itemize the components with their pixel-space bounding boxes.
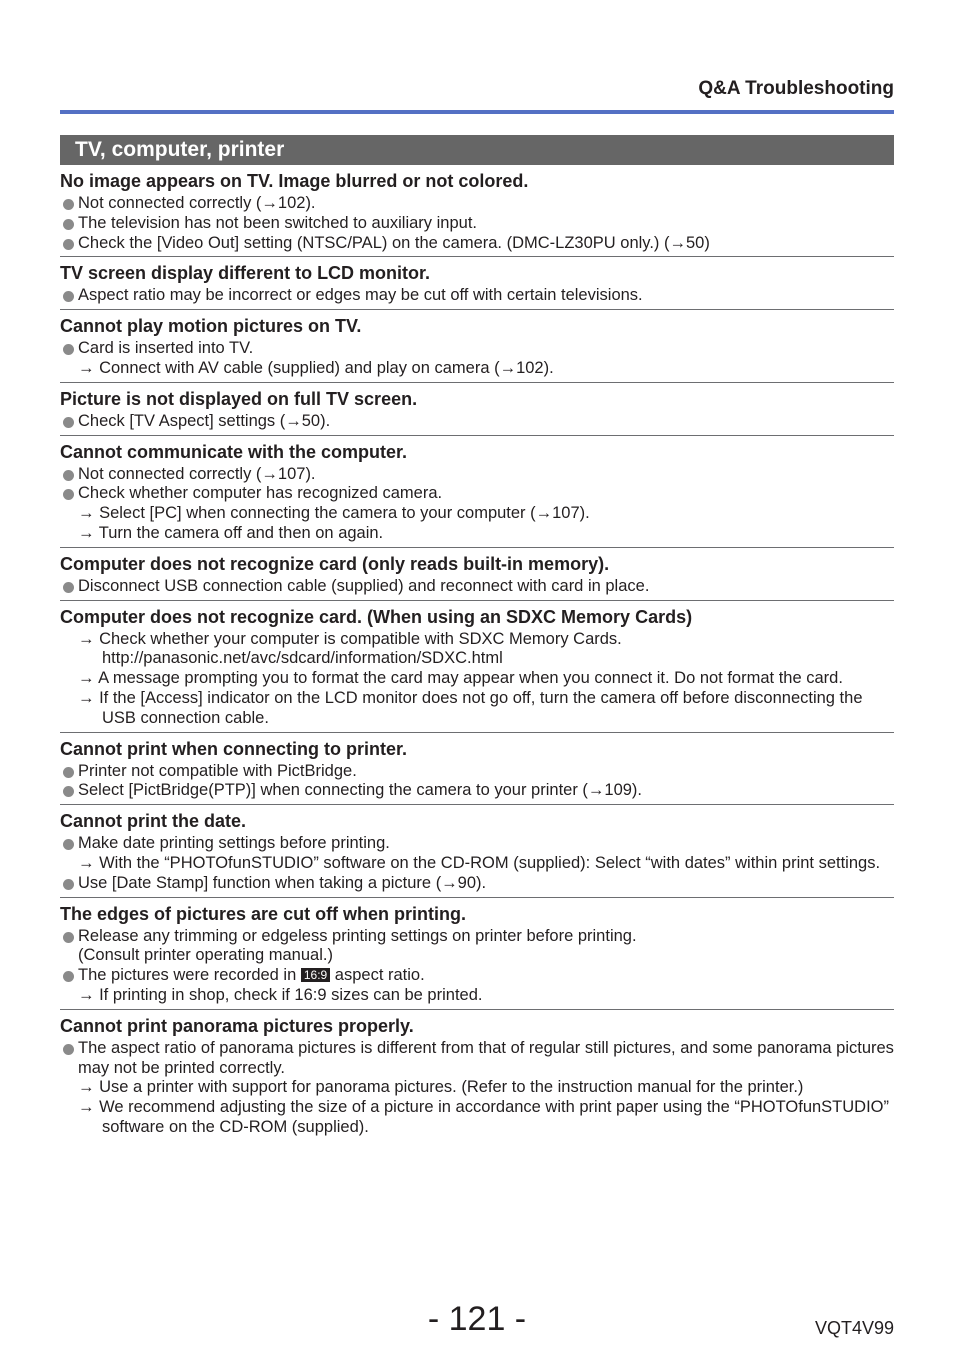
answer-bullet: Select [PictBridge(PTP)] when connecting the camera to your printer (→109). [60,781,894,801]
qa-item [60,903,894,1010]
question-heading: Cannot communicate with the computer. [60,441,408,462]
answer-step: → Turn the camera off and then on again. [78,523,384,542]
qa-item [60,315,894,383]
question-heading: The edges of pictures are cut off when printing. [60,903,467,924]
question-heading: Cannot print when connecting to printer. [60,738,407,759]
qa-item [60,606,894,733]
question-heading: Computer does not recognize card. (When using an SDXC Memory Cards) [60,606,693,627]
question-heading: Picture is not displayed on full TV screen. [60,388,418,409]
answer-bullet: The aspect ratio of panorama pictures is different from that of regular still pictures, and some panorama pictures may not be printed correctly. [60,1039,894,1079]
answer-step: → A message prompting you to format the card may appear when you connect it. Do not format the card. [78,669,843,688]
answer-bullet: The television has not been switched to auxiliary input. [60,214,894,234]
answer-bullet: Use [Date Stamp] function when taking a picture (→90). [60,874,894,894]
answer-bullet: Check [TV Aspect] settings (→50). [60,412,894,432]
answer-note: (Consult printer operating manual.) [78,946,333,965]
qa-item [60,810,894,897]
answer-text: aspect ratio. [330,966,425,985]
answer-bullet [60,966,894,986]
aspect-ratio-icon: 16:9 [301,968,330,982]
qa-list [60,170,894,1146]
answer-step: → With the “PHOTOfunSTUDIO” software on the CD-ROM (supplied): Select “with dates” within print settings. [78,853,881,872]
answer-bullet: Check the [Video Out] setting (NTSC/PAL) on the camera. (DMC-LZ30PU only.) (→50) [60,234,894,254]
answer-bullet: Card is inserted into TV. [60,339,894,359]
qa-item [60,738,894,806]
qa-item [60,388,894,436]
qa-item [60,170,894,257]
question-heading: Computer does not recognize card (only reads built-in memory). [60,553,610,574]
page-number: - 121 - [427,1300,527,1338]
answer-bullet: Not connected correctly (→102). [60,194,894,214]
qa-item [60,262,894,310]
qa-item [60,1015,894,1141]
answer-step: → Use a printer with support for panorama pictures. (Refer to the instruction manual for the printer.) [78,1078,804,1097]
answer-bullet: Aspect ratio may be incorrect or edges may be cut off with certain televisions. [60,286,894,306]
answer-step: → If the [Access] indicator on the LCD monitor does not go off, turn the camera off before disconnecting the USB connection cable. [78,688,863,727]
question-heading: Cannot print panorama pictures properly. [60,1015,414,1036]
page-header: Q&A Troubleshooting [698,78,894,99]
model-code: VQT4V99 [814,1318,894,1338]
answer-step: → If printing in shop, check if 16:9 sizes can be printed. [78,985,483,1004]
qa-item [60,441,894,548]
answer-step: → We recommend adjusting the size of a picture in accordance with print paper using the “PHOTOfunSTUDIO” software on the CD-ROM (supplied). [78,1098,890,1136]
answer-step: → Check whether your computer is compatible with SDXC Memory Cards. http://panasonic.net/avc/sdcard/information/SDXC.html [78,629,622,668]
question-heading: No image appears on TV. Image blurred or not colored. [60,171,529,191]
answer-bullet: Release any trimming or edgeless printing settings on printer before printing. [60,927,894,947]
question-heading: Cannot print the date. [60,811,246,832]
qa-item [60,553,894,601]
header-rule [60,110,894,114]
answer-text: The pictures were recorded in [78,966,301,985]
answer-bullet: Printer not compatible with PictBridge. [60,762,894,782]
answer-step: → Select [PC] when connecting the camera to your computer (→107). [78,504,590,523]
answer-bullet: Not connected correctly (→107). [60,465,894,485]
answer-bullet: Disconnect USB connection cable (supplied) and reconnect with card in place. [60,577,894,597]
question-heading: Cannot play motion pictures on TV. [60,316,362,337]
answer-step: → Connect with AV cable (supplied) and play on camera (→102). [78,358,554,377]
answer-bullet: Check whether computer has recognized camera. [60,484,894,504]
answer-bullet: Make date printing settings before printing. [60,834,894,854]
question-heading: TV screen display different to LCD monitor. [60,263,431,284]
section-title: TV, computer, printer [60,135,894,165]
